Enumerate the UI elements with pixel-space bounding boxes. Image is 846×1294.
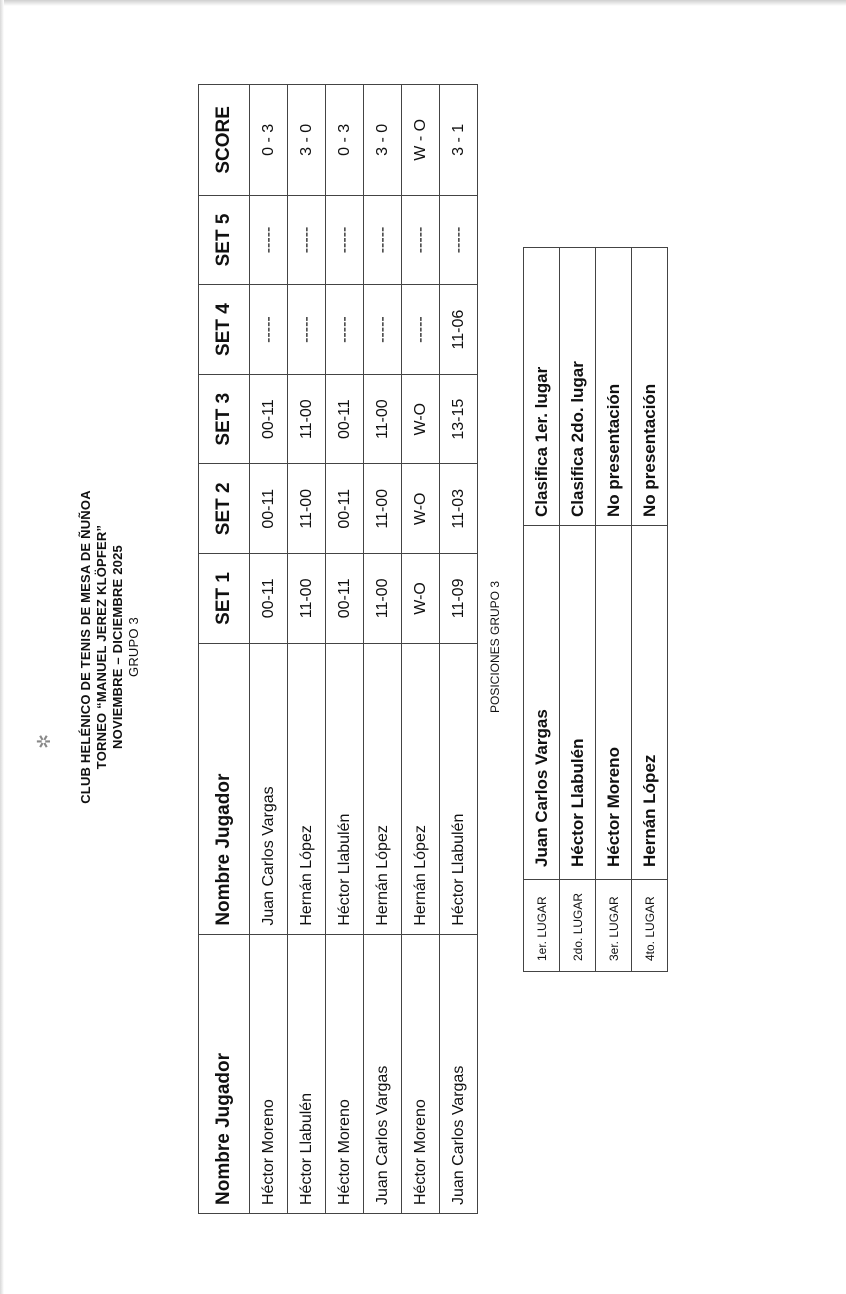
position-status-cell: No presentación	[596, 248, 632, 526]
set-2-cell: 00-11	[326, 464, 364, 554]
player-a-cell: Héctor Moreno	[250, 934, 288, 1213]
position-player-cell: Hernán López	[632, 526, 668, 880]
positions-body	[524, 248, 668, 972]
column-header: SET 3	[199, 374, 250, 464]
set-5-cell: -----	[440, 195, 478, 285]
set-2-cell: 00-11	[250, 464, 288, 554]
table-row	[524, 248, 560, 972]
player-a-cell: Héctor Moreno	[326, 934, 364, 1213]
set-5-cell: -----	[250, 195, 288, 285]
column-header: SET 4	[199, 285, 250, 375]
document-header	[78, 0, 142, 1294]
set-5-cell: -----	[288, 195, 326, 285]
column-header: SET 2	[199, 464, 250, 554]
player-b-cell: Héctor Llabulén	[326, 643, 364, 934]
set-4-cell: -----	[364, 285, 402, 375]
player-a-cell: Héctor Llabulén	[288, 934, 326, 1213]
table-row	[440, 85, 478, 1214]
tournament-period: NOVIEMBRE – DICIEMBRE 2025	[110, 545, 125, 749]
set-1-cell: 00-11	[326, 554, 364, 644]
player-b-cell: Hernán López	[402, 643, 440, 934]
group-label: GRUPO 3	[126, 617, 141, 677]
results-body	[250, 85, 478, 1214]
set-1-cell: 11-00	[288, 554, 326, 644]
player-a-cell: Juan Carlos Vargas	[440, 934, 478, 1213]
set-5-cell: -----	[326, 195, 364, 285]
column-header: SCORE	[199, 85, 250, 196]
tournament-name: TORNEO “MANUEL JEREZ KLÖPFER”	[94, 524, 109, 770]
score-cell: 0 - 3	[250, 85, 288, 196]
position-rank-cell: 2do. LUGAR	[560, 880, 596, 972]
set-5-cell: -----	[402, 195, 440, 285]
score-cell: 3 - 1	[440, 85, 478, 196]
set-1-cell: W-O	[402, 554, 440, 644]
table-row	[326, 85, 364, 1214]
set-3-cell: 13-15	[440, 374, 478, 464]
score-cell: 3 - 0	[364, 85, 402, 196]
set-3-cell: 00-11	[326, 374, 364, 464]
table-row	[288, 85, 326, 1214]
set-3-cell: 00-11	[250, 374, 288, 464]
column-header: SET 5	[199, 195, 250, 285]
player-b-cell: Juan Carlos Vargas	[250, 643, 288, 934]
score-cell: 3 - 0	[288, 85, 326, 196]
table-row	[632, 248, 668, 972]
set-3-cell: W-O	[402, 374, 440, 464]
player-b-cell: Hernán López	[288, 643, 326, 934]
position-rank-cell: 3er. LUGAR	[596, 880, 632, 972]
position-player-cell: Héctor Moreno	[596, 526, 632, 880]
table-row	[250, 85, 288, 1214]
set-2-cell: 11-00	[288, 464, 326, 554]
set-3-cell: 11-00	[288, 374, 326, 464]
table-row	[364, 85, 402, 1214]
club-name: CLUB HELÉNICO DE TENIS DE MESA DE ÑUÑOA	[78, 490, 93, 804]
set-4-cell: -----	[402, 285, 440, 375]
position-player-cell: Héctor Llabulén	[560, 526, 596, 880]
player-b-cell: Hernán López	[364, 643, 402, 934]
position-status-cell: Clasifica 2do. lugar	[560, 248, 596, 526]
set-4-cell: -----	[250, 285, 288, 375]
column-header: Nombre Jugador	[199, 934, 250, 1213]
position-player-cell: Juan Carlos Vargas	[524, 526, 560, 880]
column-header: Nombre Jugador	[199, 643, 250, 934]
position-status-cell: No presentación	[632, 248, 668, 526]
positions-table	[523, 247, 668, 972]
position-rank-cell: 4to. LUGAR	[632, 880, 668, 972]
set-2-cell: 11-00	[364, 464, 402, 554]
set-5-cell: -----	[364, 195, 402, 285]
results-table	[198, 84, 478, 1214]
set-4-cell: -----	[326, 285, 364, 375]
set-3-cell: 11-00	[364, 374, 402, 464]
results-header-row	[199, 85, 250, 1214]
table-row	[402, 85, 440, 1214]
set-4-cell: -----	[288, 285, 326, 375]
club-logo-icon: ✲	[34, 733, 54, 749]
set-1-cell: 00-11	[250, 554, 288, 644]
position-rank-cell: 1er. LUGAR	[524, 880, 560, 972]
table-row	[596, 248, 632, 972]
table-row	[560, 248, 596, 972]
column-header: SET 1	[199, 554, 250, 644]
set-2-cell: 11-03	[440, 464, 478, 554]
positions-title: POSICIONES GRUPO 3	[488, 580, 502, 714]
player-a-cell: Héctor Moreno	[402, 934, 440, 1213]
position-status-cell: Clasifica 1er. lugar	[524, 248, 560, 526]
set-4-cell: 11-06	[440, 285, 478, 375]
player-b-cell: Héctor Llabulén	[440, 643, 478, 934]
set-2-cell: W-O	[402, 464, 440, 554]
set-1-cell: 11-00	[364, 554, 402, 644]
score-cell: W - O	[402, 85, 440, 196]
player-a-cell: Juan Carlos Vargas	[364, 934, 402, 1213]
score-cell: 0 - 3	[326, 85, 364, 196]
set-1-cell: 11-09	[440, 554, 478, 644]
